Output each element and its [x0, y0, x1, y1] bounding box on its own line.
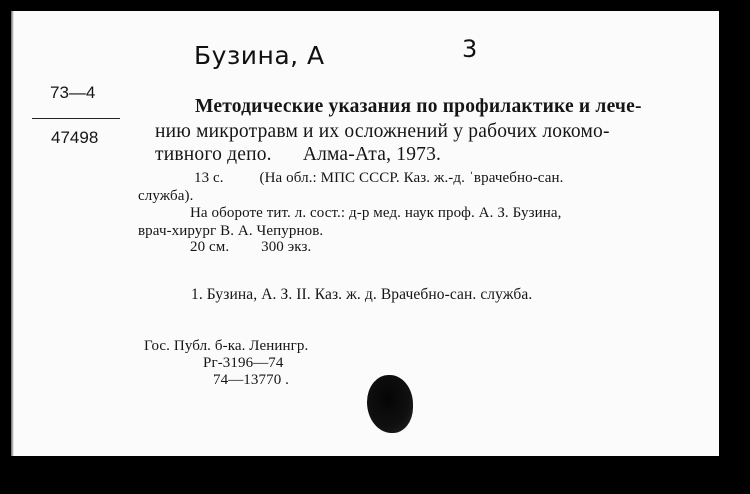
- handwritten-card-number: 3: [462, 35, 478, 63]
- scan-edge-shadow: [0, 0, 14, 494]
- copies: 300 экз.: [261, 239, 312, 255]
- tracings-line: 1. Бузина, А. З. II. Каз. ж. д. Врачебно-сан. служба.: [191, 286, 533, 303]
- punch-hole: [367, 375, 413, 433]
- title-line-3-part-a: тивного депо.: [155, 144, 272, 165]
- pages-count: 13 с.: [194, 170, 224, 186]
- cover-note-end: служба).: [138, 188, 194, 204]
- library-code-2: 74—13770 .: [213, 372, 289, 388]
- title-line-2: нию микротравм и их осложнений у рабочих локомо-: [155, 121, 610, 142]
- title-line-3: [155, 145, 441, 165]
- handwritten-author: Бузина, А: [194, 41, 325, 70]
- cover-note: (На обл.: МПС СССР. Каз. ж.-д. ˈврачебно-сан.: [259, 170, 564, 186]
- compilers-line-2: врач-хирург В. А. Чепурнов.: [138, 223, 324, 239]
- library-name: Гос. Публ. б-ка. Ленингр.: [144, 338, 309, 354]
- title-line-1: [195, 97, 642, 117]
- call-number-bottom: 47498: [51, 128, 99, 147]
- library-code-1: Рг-3196—74: [203, 355, 284, 371]
- title-line-3-part-b: Алма-Ата, 1973.: [302, 144, 442, 165]
- pages-line: [194, 171, 563, 186]
- catalog-card: [11, 11, 719, 456]
- call-number-rule: [32, 118, 120, 119]
- physical-line: [190, 240, 311, 255]
- call-number-top: 73—4: [50, 83, 96, 102]
- size: 20 см.: [190, 239, 230, 255]
- title-lead: Методические указания по профилактике и лече-: [195, 96, 642, 117]
- compilers-line-1: На обороте тит. л. сост.: д-р мед. наук проф. А. З. Бузина,: [190, 205, 562, 221]
